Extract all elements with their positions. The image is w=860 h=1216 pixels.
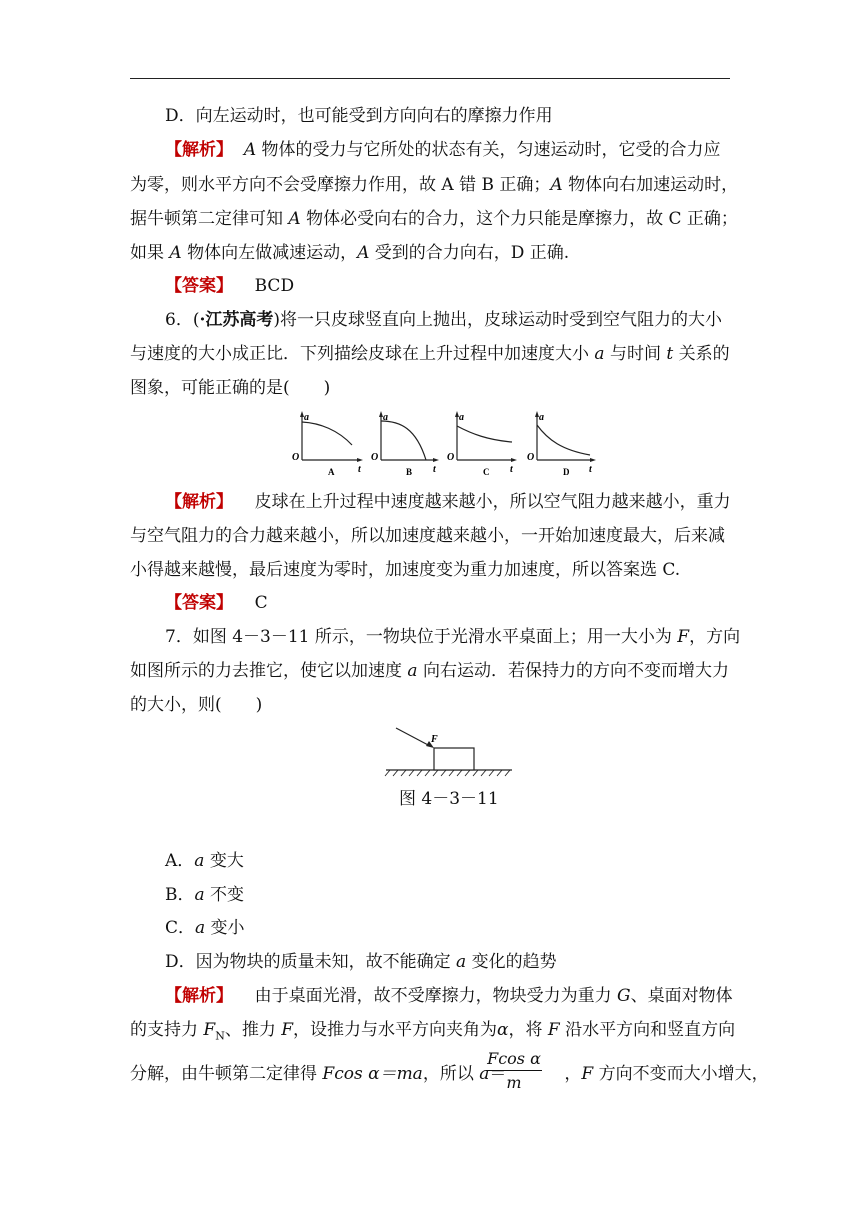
origin-label: O	[447, 452, 455, 463]
text: 、桌面对物体	[630, 986, 733, 1006]
q6-stem-line2	[130, 344, 730, 364]
q7-option-d	[165, 952, 557, 972]
y-axis-label: a	[304, 412, 309, 423]
text: 变小	[205, 918, 245, 938]
var-A: A	[288, 209, 301, 229]
x-axis-label: t	[433, 464, 436, 475]
var-t: t	[666, 344, 674, 364]
q7-block-figure	[384, 722, 514, 778]
var-a: a	[456, 952, 467, 972]
text: 不变	[204, 885, 245, 905]
text: 受到的合力向右，D 正确.	[369, 243, 570, 263]
text: 关系的	[673, 344, 730, 364]
q6-stem-line1	[165, 310, 722, 330]
q7-figure-caption: 图 4－3－11	[399, 789, 499, 809]
graph-c	[447, 411, 517, 477]
text: 物体向左做减速运动，	[181, 243, 358, 263]
var-F: F	[203, 1020, 216, 1040]
q6-analysis-line1	[165, 492, 731, 512]
table-hatching	[385, 770, 510, 776]
text: 沿水平方向和竖直方向	[559, 1020, 736, 1040]
text: 向右运动．若保持力的方向不变而增大力	[417, 661, 729, 681]
text: 皮球在上升过程中速度越来越小，所以空气阻力越来越小，重力	[254, 492, 731, 512]
text: )将一只皮球竖直向上抛出，皮球运动时受到空气阻力的大小	[273, 310, 723, 330]
graph-label: C	[483, 467, 490, 477]
text: 如果	[130, 243, 170, 263]
text: 、推力	[224, 1020, 282, 1040]
text: ＝	[489, 1064, 507, 1084]
text: 6．(	[165, 310, 200, 330]
text: B．	[165, 885, 195, 905]
q5-analysis-line3	[130, 209, 738, 229]
var-G: G	[617, 986, 631, 1006]
text: 分解，由牛顿第二定律得	[130, 1064, 323, 1084]
force-label: F	[431, 734, 438, 745]
text: ，	[564, 1064, 582, 1084]
text: ，将	[508, 1020, 548, 1040]
source-label: ·江苏高考	[199, 310, 274, 330]
var-a: a	[594, 344, 605, 364]
text: 7．如图 4－3－11 所示，一物块位于光滑水平桌面上；用一大小为	[165, 627, 678, 647]
graph-b	[371, 411, 439, 477]
var-F: F	[677, 627, 690, 647]
answer-tag: 【答案】	[165, 276, 233, 296]
text: 变大	[204, 851, 244, 871]
answer-tag: 【答案】	[165, 593, 233, 613]
fraction-bar	[486, 1070, 542, 1071]
answer-value: C	[254, 593, 268, 613]
q5-option-d: D．向左运动时，也可能受到方向向右的摩擦力作用	[165, 106, 553, 126]
q5-analysis-line1	[165, 140, 721, 160]
q7-option-b	[165, 885, 244, 905]
text: ，方向	[689, 627, 741, 647]
q7-option-a	[165, 851, 244, 871]
graph-label: A	[328, 467, 335, 477]
text: ，设推力与水平方向夹角为	[293, 1020, 498, 1040]
q7-stem-line1	[165, 627, 740, 647]
text: D．因为物块的质量未知，故不能确定	[165, 952, 457, 972]
var-F: F	[581, 1064, 594, 1084]
text: 为零，则水平方向不会受摩擦力作用，故 A 错 B 正确；	[130, 175, 551, 195]
q7-option-c	[165, 918, 245, 938]
q6-analysis-line3: 小得越来越慢，最后速度为零时，加速度变为重力加速度，所以答案选 C.	[130, 560, 681, 580]
fraction-a	[486, 1049, 542, 1092]
var-a: a	[479, 1064, 490, 1084]
var-a: a	[194, 885, 205, 905]
graph-label: B	[406, 467, 413, 477]
text: C．	[165, 918, 196, 938]
fraction-numerator: Fcos α	[487, 1049, 541, 1068]
var-A: A	[550, 175, 563, 195]
q6-answer	[165, 593, 268, 613]
text: ，所以	[422, 1064, 480, 1084]
q6-analysis-line2: 与空气阻力的合力越来越小，所以加速度越来越小，一开始加速度最大，后来减	[130, 526, 725, 546]
text: 变化的趋势	[466, 952, 557, 972]
x-axis-label: t	[510, 464, 513, 475]
q5-analysis-line2	[130, 175, 738, 195]
origin-label: O	[292, 452, 300, 463]
y-axis-label: a	[383, 412, 388, 423]
text: 物体的受力与它所处的状态有关，匀速运动时，它受的合力应	[256, 140, 721, 160]
q7-analysis-line2	[130, 1020, 735, 1046]
var-a: a	[194, 851, 205, 871]
text: 的支持力	[130, 1020, 204, 1040]
q7-stem-line3: 的大小，则( )	[130, 695, 263, 715]
fraction-denominator: m	[506, 1073, 522, 1092]
origin-label: O	[371, 452, 379, 463]
analysis-tag: 【解析】	[165, 492, 233, 512]
q7-analysis-line3	[130, 1064, 769, 1084]
equation: Fcos α＝ma	[322, 1064, 423, 1084]
q5-answer	[165, 276, 294, 296]
q6-stem-line3: 图象，可能正确的是( )	[130, 378, 331, 398]
text: A．	[165, 851, 195, 871]
answer-value: BCD	[254, 276, 295, 296]
origin-label: O	[527, 452, 535, 463]
subscript-N: N	[215, 1029, 225, 1043]
text: 物体向右加速运动时，	[562, 175, 739, 195]
q5-analysis-line4	[130, 243, 569, 263]
var-a: a	[407, 661, 418, 681]
force-arrow	[396, 728, 430, 746]
text: 由于桌面光滑，故不受摩擦力，物块受力为重力	[254, 986, 618, 1006]
q7-stem-line2	[130, 661, 729, 681]
var-A: A	[243, 140, 257, 160]
var-A: A	[357, 243, 370, 263]
text: 方向不变而大小增大，	[593, 1064, 769, 1084]
x-axis-label: t	[358, 464, 361, 475]
text: 如图所示的力去推它，使它以加速度	[130, 661, 408, 681]
q7-analysis-line1	[165, 986, 733, 1006]
analysis-tag: 【解析】	[165, 986, 233, 1006]
var-F: F	[547, 1020, 560, 1040]
q6-graphs-figure	[290, 408, 600, 478]
text: 据牛顿第二定律可知	[130, 209, 289, 229]
text: 与速度的大小成正比．下列描绘皮球在上升过程中加速度大小	[130, 344, 595, 364]
text: 物体必受向右的合力，这个力只能是摩擦力，故 C 正确；	[300, 209, 738, 229]
graph-label: D	[563, 467, 570, 477]
text: 与时间	[604, 344, 667, 364]
var-A: A	[169, 243, 182, 263]
y-axis-label: a	[539, 412, 544, 423]
graph-d	[527, 411, 596, 477]
header-rule	[130, 78, 730, 79]
var-alpha: α	[497, 1020, 509, 1040]
analysis-tag: 【解析】	[165, 140, 233, 160]
var-a: a	[195, 918, 206, 938]
graph-a	[292, 411, 363, 477]
x-axis-label: t	[589, 464, 592, 475]
block	[434, 748, 474, 770]
y-axis-label: a	[459, 412, 464, 423]
var-F: F	[281, 1020, 294, 1040]
